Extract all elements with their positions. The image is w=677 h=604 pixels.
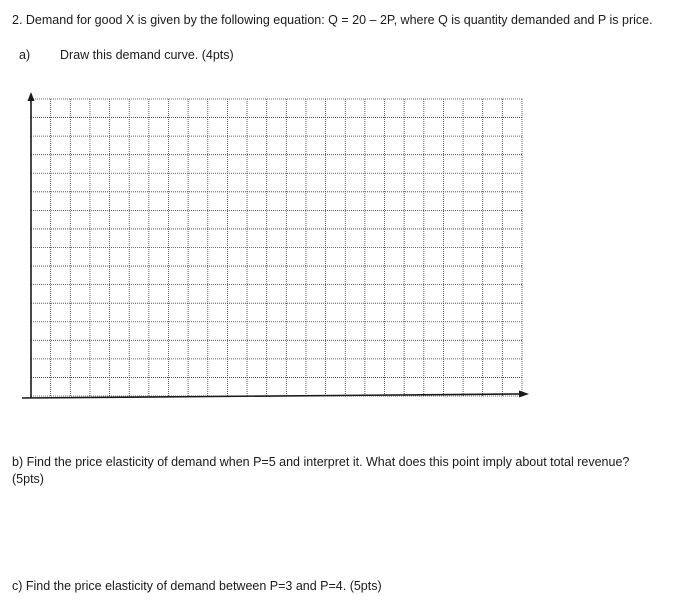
part-a-text: Draw this demand curve. (4pts): [60, 48, 234, 62]
x-axis: [22, 394, 521, 398]
graph-gridlines: [31, 99, 522, 396]
part-c-prompt: c) Find the price elasticity of demand between P=3 and P=4. (5pts): [12, 579, 382, 593]
part-b-prompt: b) Find the price elasticity of demand when P=5 and interpret it. What does this point imply about total revenue? (5pts): [12, 455, 630, 486]
x-axis-arrow-icon: [519, 391, 529, 398]
question-intro: 2. Demand for good X is given by the following equation: Q = 20 – 2P, where Q is quantity demanded and P is price.: [12, 13, 653, 27]
y-axis-arrow-icon: [28, 92, 35, 101]
part-a-letter: a): [19, 48, 31, 62]
